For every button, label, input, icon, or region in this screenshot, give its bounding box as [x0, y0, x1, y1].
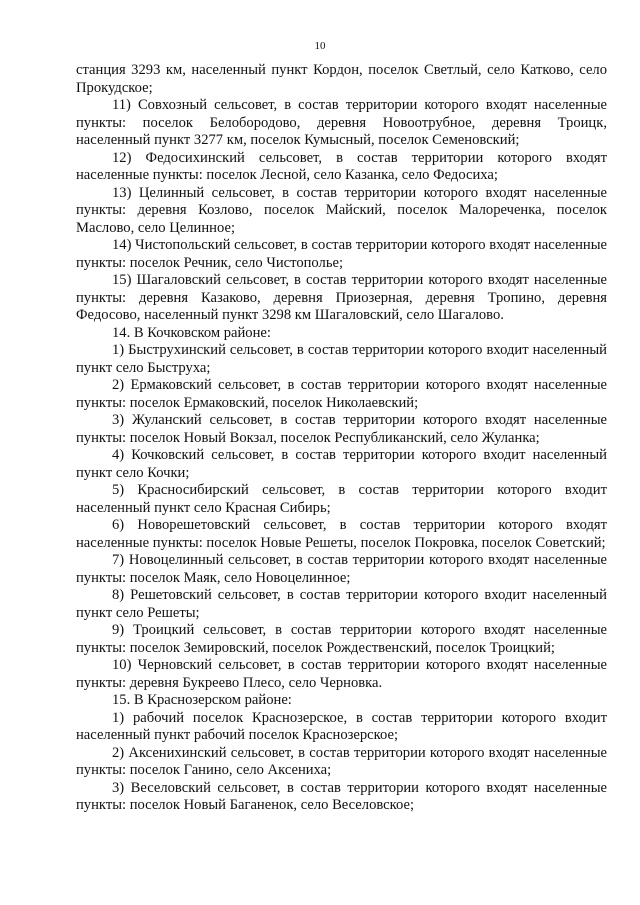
page-number: 10: [314, 40, 326, 52]
list-item-krasnozerskoe: 1) рабочий поселок Краснозерское, в состав территории которого входит населенный пункт рабочий поселок Краснозерское;: [76, 709, 607, 743]
list-item-tselinny: 13) Целинный сельсовет, в состав территории которого входят населенные пункты: деревня Козлово, поселок Майский, поселок Малореченка, поселок Маслово, село Целинное;: [76, 184, 607, 236]
list-item-kochkovsky: 4) Кочковский сельсовет, в состав территории которого входит населенный пункт село Кочки;: [76, 447, 607, 481]
list-item-aksenikhinsky: 2) Аксенихинский сельсовет, в состав территории которого входят населенные пункты: поселок Ганино, село Аксениха;: [76, 744, 607, 778]
list-item-zhulansky: 3) Жуланский сельсовет, в состав территории которого входят населенные пункты: поселок Новый Вокзал, поселок Республиканский, село Жуланка;: [76, 412, 607, 446]
list-item-sovkhozny: 11) Совхозный сельсовет, в состав территории которого входят населенные пункты: поселок Белобородово, деревня Новоотрубное, деревня Троицк, населенный пункт 3277 км, поселок Кумысный, поселок Семеновский;: [76, 97, 607, 148]
document-body: [76, 62, 607, 815]
list-item-troitsky: 9) Троицкий сельсовет, в состав территории которого входят населенные пункты: поселок Земировский, поселок Рождественский, поселок Троицкий;: [76, 622, 607, 656]
list-item-novotselinny: 7) Новоцелинный сельсовет, в состав территории которого входят населенные пункты: поселок Маяк, село Новоцелинное;: [76, 552, 607, 586]
paragraph-continuation: станция 3293 км, населенный пункт Кордон, поселок Светлый, село Катково, село Прокудское;: [76, 62, 607, 96]
list-item-chernovsky: 10) Черновский сельсовет, в состав территории которого входят населенные пункты: деревня Букреево Плесо, село Черновка.: [76, 657, 607, 691]
list-item-bystrukhinsky: 1) Быструхинский сельсовет, в состав территории которого входит населенный пункт село Быструха;: [76, 342, 607, 376]
list-item-ermakovsky: 2) Ермаковский сельсовет, в состав территории которого входят населенные пункты: поселок Ермаковский, поселок Николаевский;: [76, 377, 607, 411]
list-item-veselovsky: 3) Веселовский сельсовет, в состав территории которого входят населенные пункты: поселок Новый Баганенок, село Веселовское;: [76, 779, 607, 813]
section-heading-kochkovsky: 14. В Кочковском районе:: [112, 324, 271, 341]
list-item-shagalovsky: 15) Шагаловский сельсовет, в состав территории которого входят населенные пункты: деревня Казаково, деревня Приозерная, деревня Тропино, деревня Федосово, населенный пункт 3298 км Шагаловский, село Шагалово.: [76, 272, 607, 323]
list-item-noveresheetovsky: 6) Новорешетовский сельсовет, в состав территории которого входят населенные пункты: поселок Новые Решеты, поселок Покровка, поселок Советский;: [76, 517, 607, 551]
section-heading-krasnozersky: 15. В Краснозерском районе:: [112, 692, 292, 708]
list-item-reshetovsky: 8) Решетовский сельсовет, в состав территории которого входит населенный пункт село Решеты;: [76, 587, 607, 621]
list-item-chistopolsky: 14) Чистопольский сельсовет, в состав территории которого входят населенные пункты: поселок Речник, село Чистополье;: [76, 237, 607, 271]
list-item-krasnosibirsky: 5) Красносибирский сельсовет, в состав территории которого входит населенный пункт село Красная Сибирь;: [76, 482, 607, 516]
list-item-fedosikhinsky: 12) Федосихинский сельсовет, в состав территории которого входят населенные пункты: поселок Лесной, село Казанка, село Федосиха;: [76, 149, 607, 183]
